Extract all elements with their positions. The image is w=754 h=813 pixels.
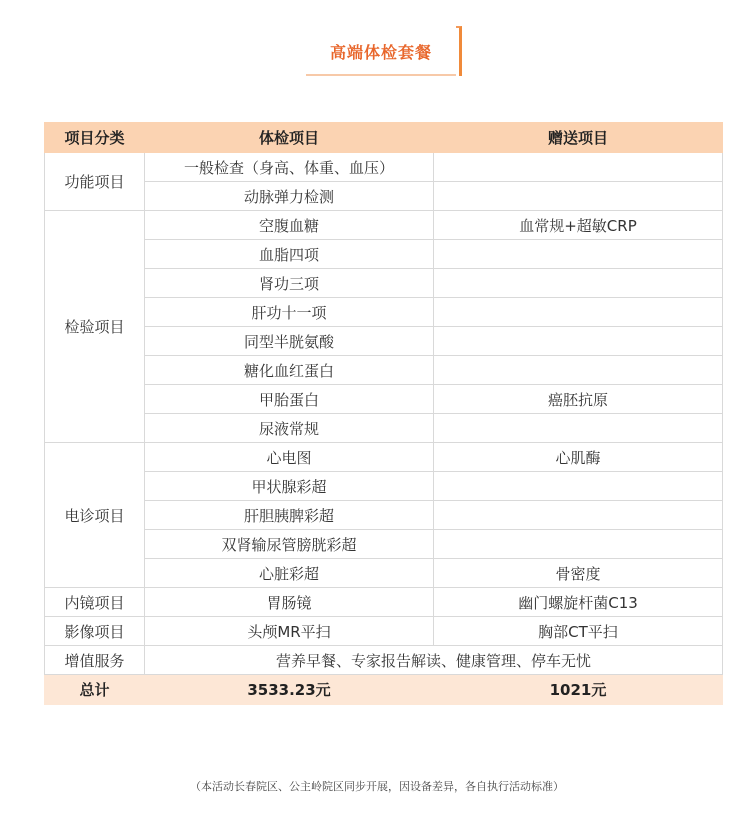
table-row [45,559,723,588]
header-category: 项目分类 [45,123,145,153]
value-added-cell: 营养早餐、专家报告解读、健康管理、停车无忧 [145,646,723,675]
table-row [45,298,723,327]
item-cell: 心脏彩超 [145,559,434,588]
category-cell: 电诊项目 [45,443,145,588]
table-row [45,153,723,182]
gift-cell [434,501,723,530]
table-row [45,414,723,443]
table-row [45,530,723,559]
table-row [45,472,723,501]
table-row [45,240,723,269]
category-cell: 内镜项目 [45,588,145,617]
gift-cell [434,327,723,356]
gift-cell: 血常规+超敏CRP [434,211,723,240]
item-cell: 头颅MR平扫 [145,617,434,646]
total-items-price: 3533.23元 [145,675,434,705]
table-row [45,501,723,530]
item-cell: 胃肠镜 [145,588,434,617]
gift-cell: 骨密度 [434,559,723,588]
item-cell: 一般检查（身高、体重、血压） [145,153,434,182]
gift-cell [434,240,723,269]
gift-cell [434,153,723,182]
gift-cell [434,530,723,559]
table-row [45,588,723,617]
item-cell: 双肾输尿管膀胱彩超 [145,530,434,559]
header-gifts: 赠送项目 [434,123,723,153]
item-cell: 甲状腺彩超 [145,472,434,501]
gift-cell: 心肌酶 [434,443,723,472]
package-table [44,122,723,705]
title-bracket-bottom [306,74,456,76]
total-gifts-price: 1021元 [434,675,723,705]
table-row [45,182,723,211]
item-cell: 动脉弹力检测 [145,182,434,211]
gift-cell [434,414,723,443]
item-cell: 肝功十一项 [145,298,434,327]
item-cell: 尿液常规 [145,414,434,443]
item-cell: 同型半胱氨酸 [145,327,434,356]
footnote: （本活动长春院区、公主岭院区同步开展，因设备差异，各自执行活动标准） [190,780,564,793]
title-bracket-right [456,26,462,76]
item-cell: 心电图 [145,443,434,472]
category-cell: 增值服务 [45,646,145,675]
table-row [45,385,723,414]
gift-cell [434,356,723,385]
value-added-row [45,646,723,675]
item-cell: 空腹血糖 [145,211,434,240]
gift-cell: 幽门螺旋杆菌C13 [434,588,723,617]
table-row [45,269,723,298]
item-cell: 糖化血红蛋白 [145,356,434,385]
gift-cell [434,182,723,211]
table-body [45,153,723,705]
gift-cell [434,472,723,501]
item-cell: 甲胎蛋白 [145,385,434,414]
table-row [45,211,723,240]
table-row [45,617,723,646]
total-row [45,675,723,705]
header-items: 体检项目 [145,123,434,153]
category-cell: 功能项目 [45,153,145,211]
page-title: 高端体检套餐 [329,43,432,62]
table-header-row [45,123,723,153]
table-row [45,443,723,472]
gift-cell [434,269,723,298]
table-row [45,327,723,356]
category-cell: 影像项目 [45,617,145,646]
gift-cell: 癌胚抗原 [434,385,723,414]
gift-cell [434,298,723,327]
title-banner [306,26,462,76]
category-cell: 检验项目 [45,211,145,443]
gift-cell: 胸部CT平扫 [434,617,723,646]
item-cell: 肾功三项 [145,269,434,298]
item-cell: 肝胆胰脾彩超 [145,501,434,530]
table-row [45,356,723,385]
item-cell: 血脂四项 [145,240,434,269]
total-label: 总计 [45,675,145,705]
